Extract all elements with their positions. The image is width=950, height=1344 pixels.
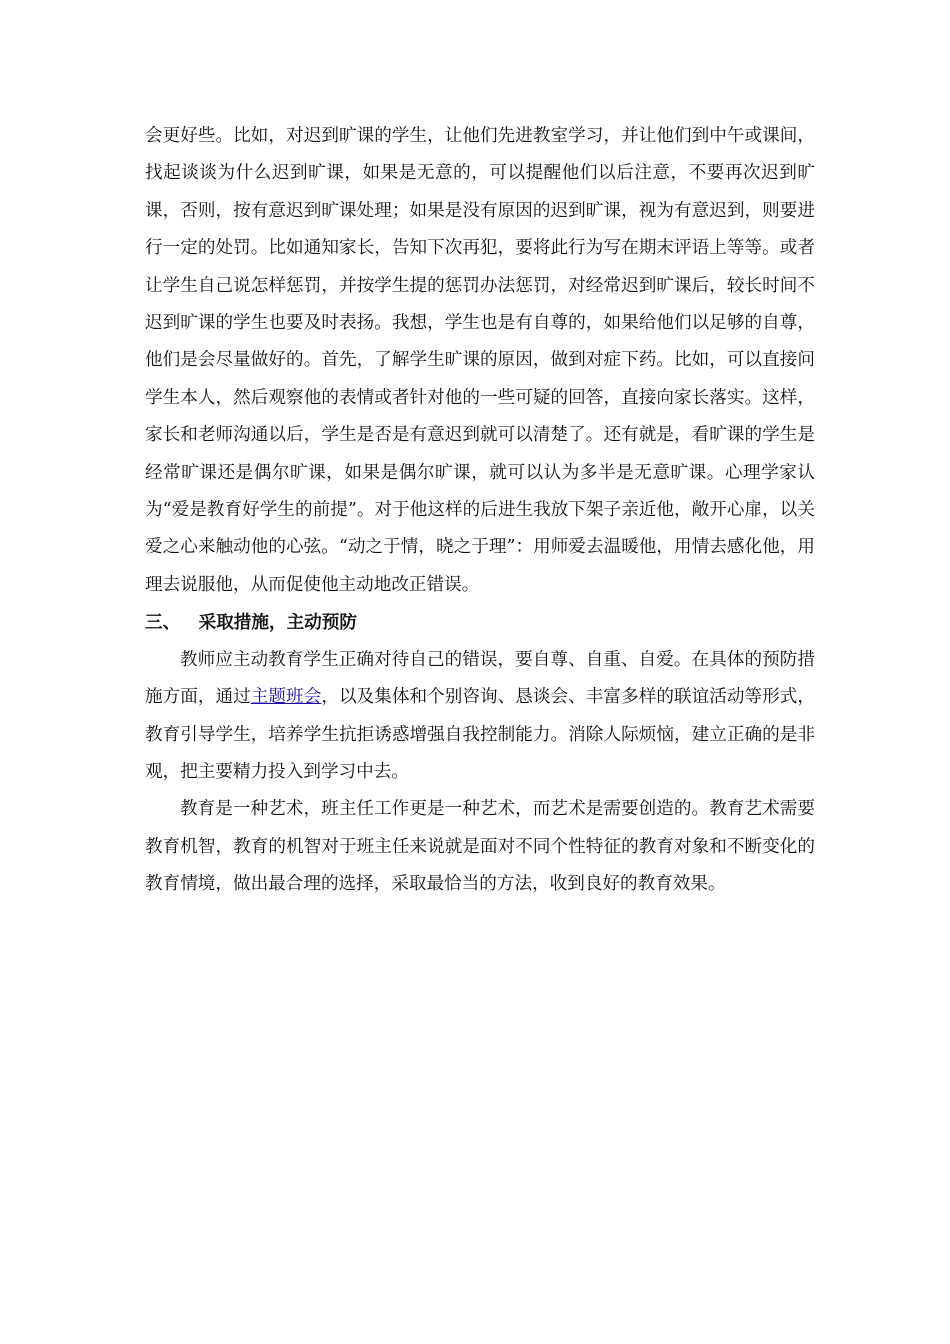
paragraph-text-start: 教师应主动教育学生正确对待自己的错误，要自尊、自重、自爱。在具体的预防措施方面，通过 (145, 649, 815, 708)
paragraph-prevention (145, 642, 815, 792)
section-number: 三、 (145, 612, 181, 634)
paragraph-continued: 会更好些。比如，对迟到旷课的学生，让他们先进教室学习，并让他们到中午或课间，找起谈谈为什么迟到旷课，如果是无意的，可以提醒他们以后注意，不要再次迟到旷课，否则，按有意迟到旷课处理；如果是没有原因的迟到旷课，视为有意迟到，则要进行一定的处罚。比如通知家长，告知下次再犯，要将此行为写在期末评语上等等。或者让学生自己说怎样惩罚，并按学生提的惩罚办法惩罚，对经常迟到旷课后，较长时间不迟到旷课的学生也要及时表扬。我想，学生也是有自尊的，如果给他们以足够的自尊，他们是会尽量做好的。首先，了解学生旷课的原因，做到对症下药。比如，可以直接问学生本人，然后观察他的表情或者针对他的一些可疑的回答，直接向家长落实。这样，家长和老师沟通以后，学生是否是有意迟到就可以清楚了。还有就是，看旷课的学生是经常旷课还是偶尔旷课，如果是偶尔旷课，就可以认为多半是无意旷课。心理学家认为“爱是教育好学生的前提”。对于他这样的后进生我放下架子亲近他，敞开心扉，以关爱之心来触动他的心弦。“动之于情，晓之于理”：用师爱去温暖他，用情去感化他，用理去说服他，从而促使他主动地改正错误。 (145, 126, 815, 595)
theme-class-meeting-link[interactable]: 主题班会 (250, 687, 322, 708)
document-body (145, 118, 815, 904)
section-title: 采取措施，主动预防 (198, 612, 357, 634)
paragraph-conclusion: 教育是一种艺术，班主任工作更是一种艺术，而艺术是需要创造的。教育艺术需要教育机智，教育的机智对于班主任来说就是面对不同个性特征的教育对象和不断变化的教育情境，做出最合理的选择，采取最恰当的方法，收到良好的教育效果。 (145, 799, 815, 895)
paragraph-text-end: ，以及集体和个别咨询、恳谈会、丰富多样的联谊活动等形式，教育引导学生，培养学生抗拒诱惑增强自我控制能力。消除人际烦恼，建立正确的是非观，把主要精力投入到学习中去。 (145, 687, 815, 782)
section-heading (145, 604, 815, 641)
